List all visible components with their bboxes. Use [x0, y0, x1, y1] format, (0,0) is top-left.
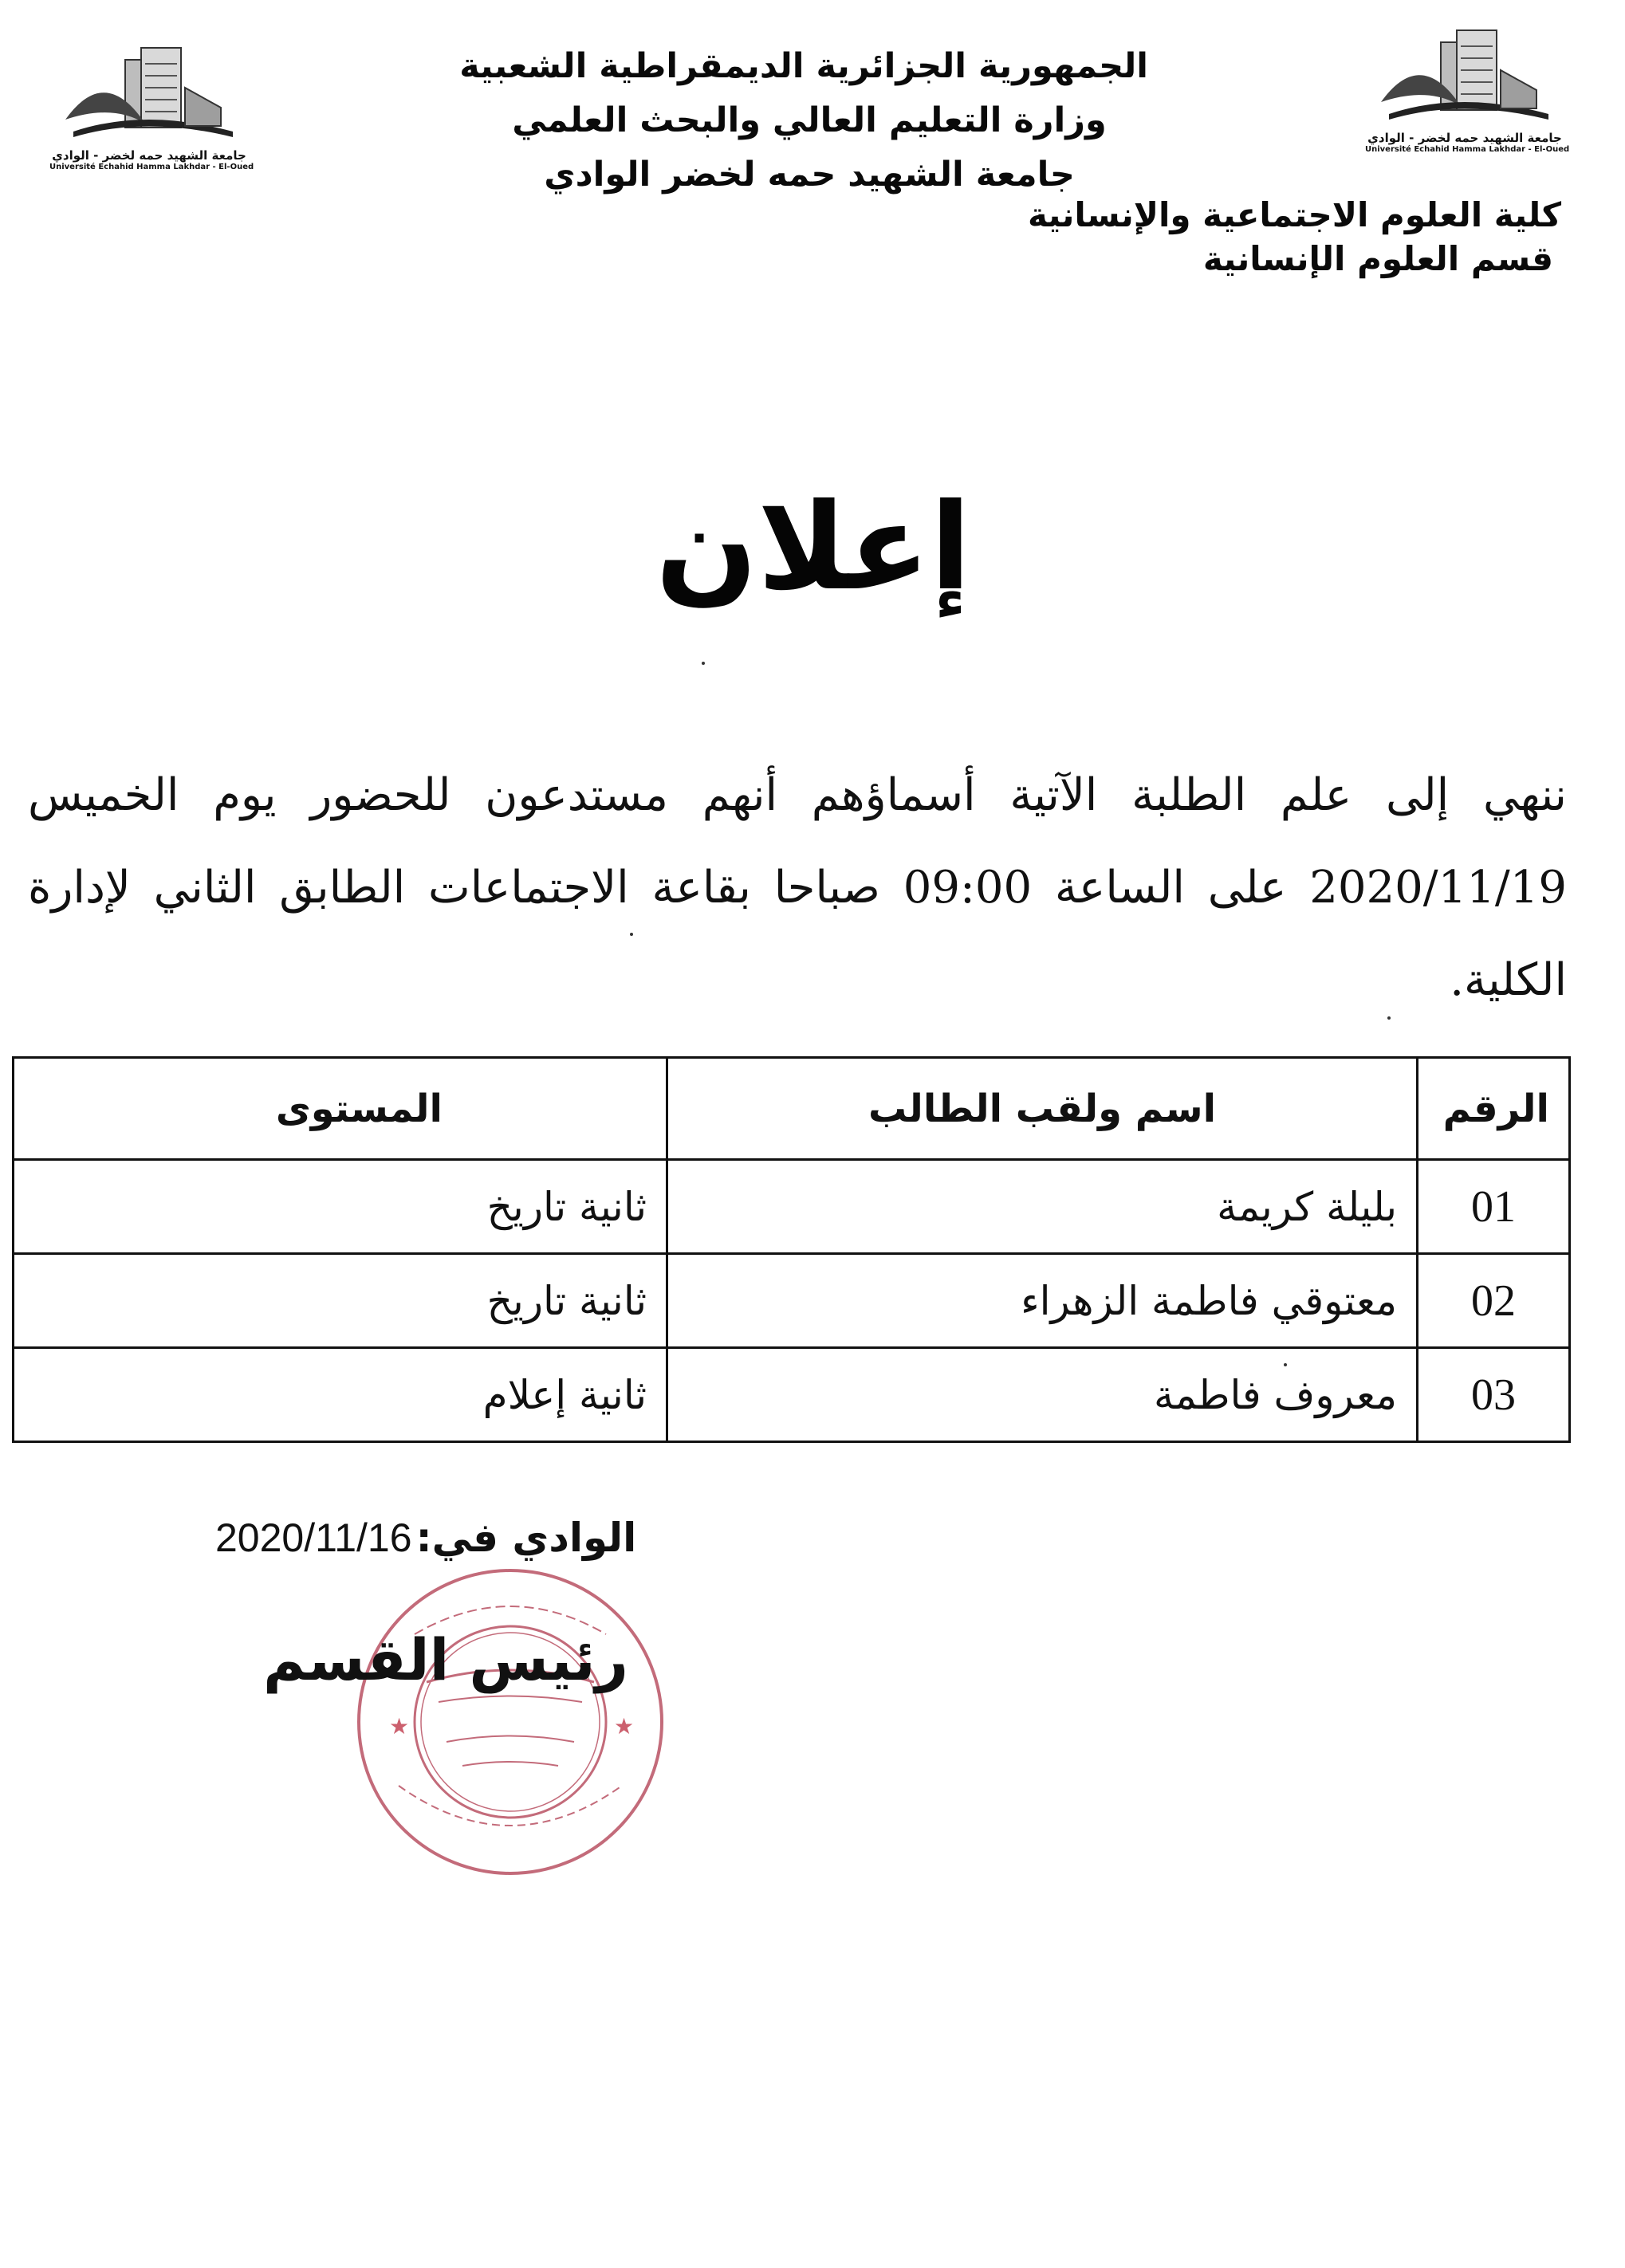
- cell-name: معروف فاطمة: [667, 1348, 1418, 1442]
- table-row: [14, 1160, 1570, 1254]
- table-row: [14, 1348, 1570, 1442]
- svg-text:★: ★: [614, 1713, 635, 1739]
- university-building-icon: [1365, 14, 1564, 134]
- cell-name: معتوقي فاطمة الزهراء: [667, 1254, 1418, 1348]
- cell-level: ثانية تاريخ: [14, 1254, 667, 1348]
- logo-caption-french: Université Echahid Hamma Lakhdar - El-Oued: [1365, 145, 1570, 154]
- place-label: الوادي في:: [415, 1515, 637, 1561]
- cell-number: 02: [1418, 1254, 1570, 1348]
- cell-number: 03: [1418, 1348, 1570, 1442]
- university-logo-left: [49, 32, 254, 175]
- official-stamp: [351, 1562, 670, 1881]
- scan-speck: [630, 933, 633, 936]
- announcement-body: ننهي إلى علم الطلبة الآتية أسماؤهم أنهم مستدعون للحضور يوم الخميس 2020/11/19 على الساعة 09:00 صباحا بقاعة الاجتماعات الطابق الثاني لإدارة الكلية.: [28, 769, 1568, 1006]
- scan-speck: [1284, 1363, 1287, 1366]
- scan-speck: [702, 662, 705, 665]
- header-faculty: كلية العلوم الاجتماعية والإنسانية: [1028, 195, 1561, 234]
- cell-name: بليلة كريمة: [667, 1160, 1418, 1254]
- university-building-icon: [49, 32, 249, 151]
- table-header-row: [14, 1058, 1570, 1160]
- cell-number: 01: [1418, 1160, 1570, 1254]
- logo-caption-french: Université Echahid Hamma Lakhdar - El-Oued: [49, 163, 254, 171]
- logo-caption-arabic: جامعة الشهيد حمه لخضر - الوادي: [1367, 131, 1562, 145]
- signature-title: رئيس القسم: [263, 1626, 628, 1693]
- header-republic: الجمهورية الجزائرية الديمقراطية الشعبية: [459, 46, 1148, 86]
- issue-date: 2020/11/16: [215, 1515, 412, 1560]
- students-table: [12, 1056, 1571, 1443]
- logo-caption-arabic: جامعة الشهيد حمه لخضر - الوادي: [52, 148, 246, 163]
- header-ministry: وزارة التعليم العالي والبحث العلمي: [512, 100, 1107, 140]
- header-name: اسم ولقب الطالب: [667, 1058, 1418, 1160]
- header-level: المستوى: [14, 1058, 667, 1160]
- header-number: الرقم: [1418, 1058, 1570, 1160]
- svg-text:★: ★: [389, 1713, 410, 1739]
- announcement-title: إعلان: [655, 478, 971, 617]
- header-department: قسم العلوم الإنسانية: [1202, 239, 1553, 278]
- cell-level: ثانية تاريخ: [14, 1160, 667, 1254]
- table-row: [14, 1254, 1570, 1348]
- place-and-date: [215, 1515, 636, 1561]
- scan-speck: [1387, 1016, 1391, 1020]
- university-logo-right: [1365, 14, 1570, 158]
- header-university: جامعة الشهيد حمه لخضر الوادي: [544, 155, 1075, 195]
- cell-level: ثانية إعلام: [14, 1348, 667, 1442]
